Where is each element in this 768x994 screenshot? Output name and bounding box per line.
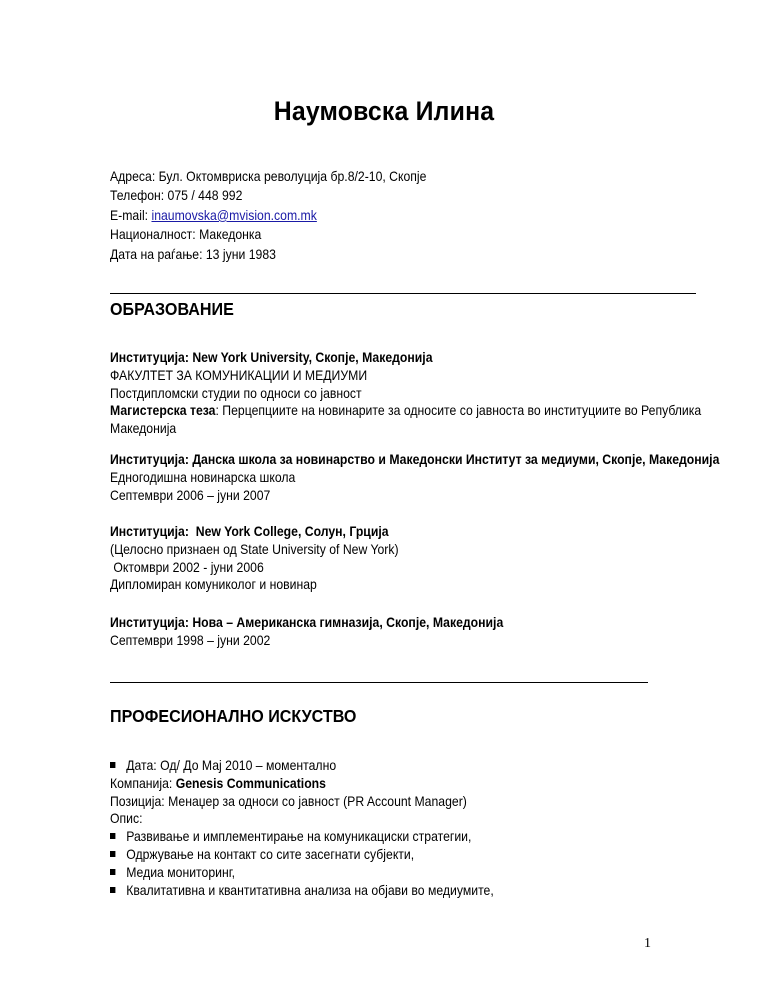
education-entry: Институција: New York College, Солун, Грција (Целосно признаен од State University of New York) Октомври 2002 - јуни 2006 Дипломиран комуниколог и новинар: [110, 524, 399, 593]
education-entry: Институција: New York University, Скопје, Македонија ФАКУЛТЕТ ЗА КОМУНИКАЦИИ И МЕДИУМИ Постдипломски студии по односи со јавност Магистерска теза: Перцепциите на новинарите за односите со јавноста во институциите во Република Македонија: [110, 350, 702, 437]
phone-value: 075 / 448 992: [167, 188, 243, 204]
email-label: E-mail:: [110, 207, 149, 223]
bullet-icon: [110, 833, 115, 839]
divider: [110, 293, 696, 294]
list-item: Квалитативна и квантитативна анализа на објави во медиумите,: [110, 882, 494, 900]
bullet-icon: [110, 762, 115, 768]
education-heading: ОБРАЗОВАНИЕ: [110, 299, 234, 319]
bullet-icon: [110, 869, 115, 875]
list-item: Развивање и имплементирање на комуникациски стратегии,: [110, 828, 494, 846]
birth-line: [110, 245, 426, 264]
contact-info: [110, 167, 426, 264]
phone-label: Телефон:: [110, 188, 165, 204]
list-item: Медиа мониторинг,: [110, 864, 494, 882]
page-title: Наумовска Илина: [273, 96, 495, 126]
phone-line: [110, 186, 426, 205]
education-entry: Институција: Данска школа за новинарство и Македонски Институт за медиуми, Скопје, Македонија Едногодишна новинарска школа Септември 2006 – јуни 2007: [110, 452, 720, 503]
address-label: Адреса:: [110, 169, 156, 184]
email-link[interactable]: inaumovska@mvision.com.mk: [151, 207, 317, 223]
divider: [110, 682, 648, 683]
experience-heading: ПРОФЕСИОНАЛНО ИСКУСТВО: [110, 706, 357, 726]
email-line: [110, 206, 426, 225]
nationality-label: Националност:: [110, 227, 196, 243]
nationality-line: [110, 225, 426, 244]
address-value: Бул. Октомвриска револуција бр.8/2-10, Скопје: [158, 169, 427, 184]
birth-value: 13 јуни 1983: [205, 246, 276, 262]
education-entry: Институција: Нова – Американска гимназија, Скопје, Македонија Септември 1998 – јуни 2002: [110, 615, 504, 648]
birth-label: Дата на раѓање:: [110, 246, 203, 262]
bullet-icon: [110, 887, 115, 893]
page-number: 1: [644, 936, 651, 951]
experience-entry: Дата: Од/ До Мај 2010 – моментално Компанија: Genesis Communications Позиција: Менаџер за односи со јавност (PR Account Manager) Опис: Развивање и имплементирање на комуникациски стратегии, Одржување на контакт со сите засегнати субјекти, Медиа мониторинг, Квалитативна и квантитативна анализа на објави во медиумите,: [110, 758, 494, 898]
address-line: [110, 167, 426, 186]
nationality-value: Македонка: [199, 227, 262, 243]
list-item: Одржување на контакт со сите засегнати субјекти,: [110, 846, 494, 864]
bullet-icon: [110, 851, 115, 857]
